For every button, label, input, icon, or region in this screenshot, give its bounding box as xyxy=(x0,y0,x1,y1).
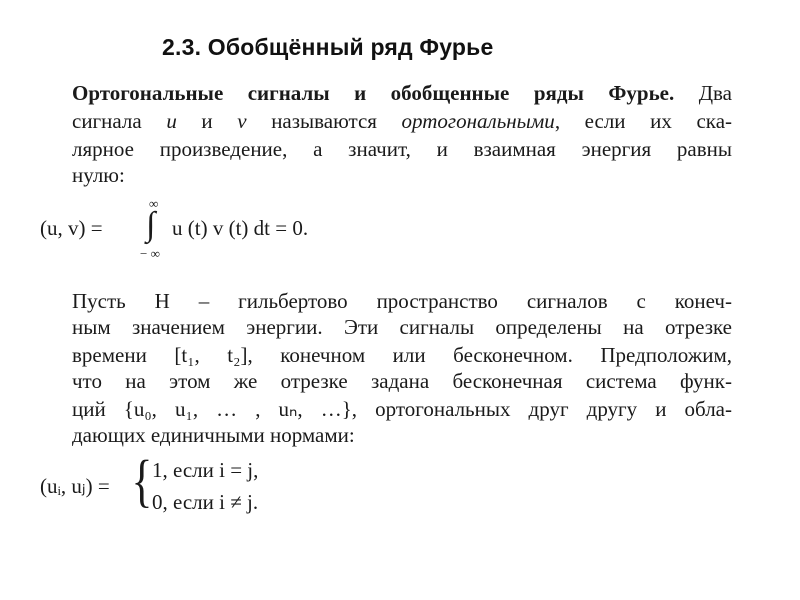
cases-brace: { xyxy=(131,448,153,513)
variable-u: u xyxy=(166,109,177,133)
text-fragment: называются xyxy=(246,109,402,133)
section-title: Ортогональные сигналы и обобщенные ряды Фурье. xyxy=(72,81,675,105)
paragraph1-line1-rest: Два xyxy=(698,81,733,105)
variable-v: v xyxy=(237,109,247,133)
paragraph1-line1 xyxy=(72,80,732,106)
slide-title: 2.3. Обобщённый ряд Фурье xyxy=(162,34,494,60)
paragraph2-line3: времени [t₁, t₂], конечном или бесконечном. Предположим, xyxy=(72,343,732,367)
integral-upper-limit: ∞ xyxy=(149,196,159,211)
paragraph2-line5: ций {u₀, u₁, … , uₙ, …}, ортогональных друг другу и обла- xyxy=(72,397,732,421)
formula2-case1: 1, если i = j, xyxy=(152,458,259,482)
paragraph2-line1: Пусть H – гильбертово пространство сигналов с конеч- xyxy=(72,289,732,313)
formula2-lhs: (uᵢ, uⱼ) = xyxy=(40,474,110,498)
integral-lower-limit: − ∞ xyxy=(140,246,160,261)
paragraph2-line4: что на этом же отрезке задана бесконечная система функ- xyxy=(72,369,732,393)
formula-lhs: (u, v) = xyxy=(40,216,103,240)
formula-integrand: u (t) v (t) dt = 0. xyxy=(172,216,309,240)
paragraph2-line6: дающих единичными нормами: xyxy=(72,423,355,447)
paragraph1-line4: нулю: xyxy=(72,163,125,187)
paragraph1-line3: лярное произведение, а значит, и взаимная энергия равны xyxy=(72,137,732,161)
text-fragment: и xyxy=(176,109,238,133)
text-fragment: , если их ска- xyxy=(554,109,733,133)
integral-sign: ∫ xyxy=(146,206,156,243)
paragraph1-line2 xyxy=(72,108,732,134)
formula2-case2: 0, если i ≠ j. xyxy=(152,490,259,514)
paragraph2-line2: ным значением энергии. Эти сигналы определены на отрезке xyxy=(72,315,732,339)
term-orthogonal: ортогональными xyxy=(401,109,555,133)
text-fragment: сигнала xyxy=(72,109,167,133)
